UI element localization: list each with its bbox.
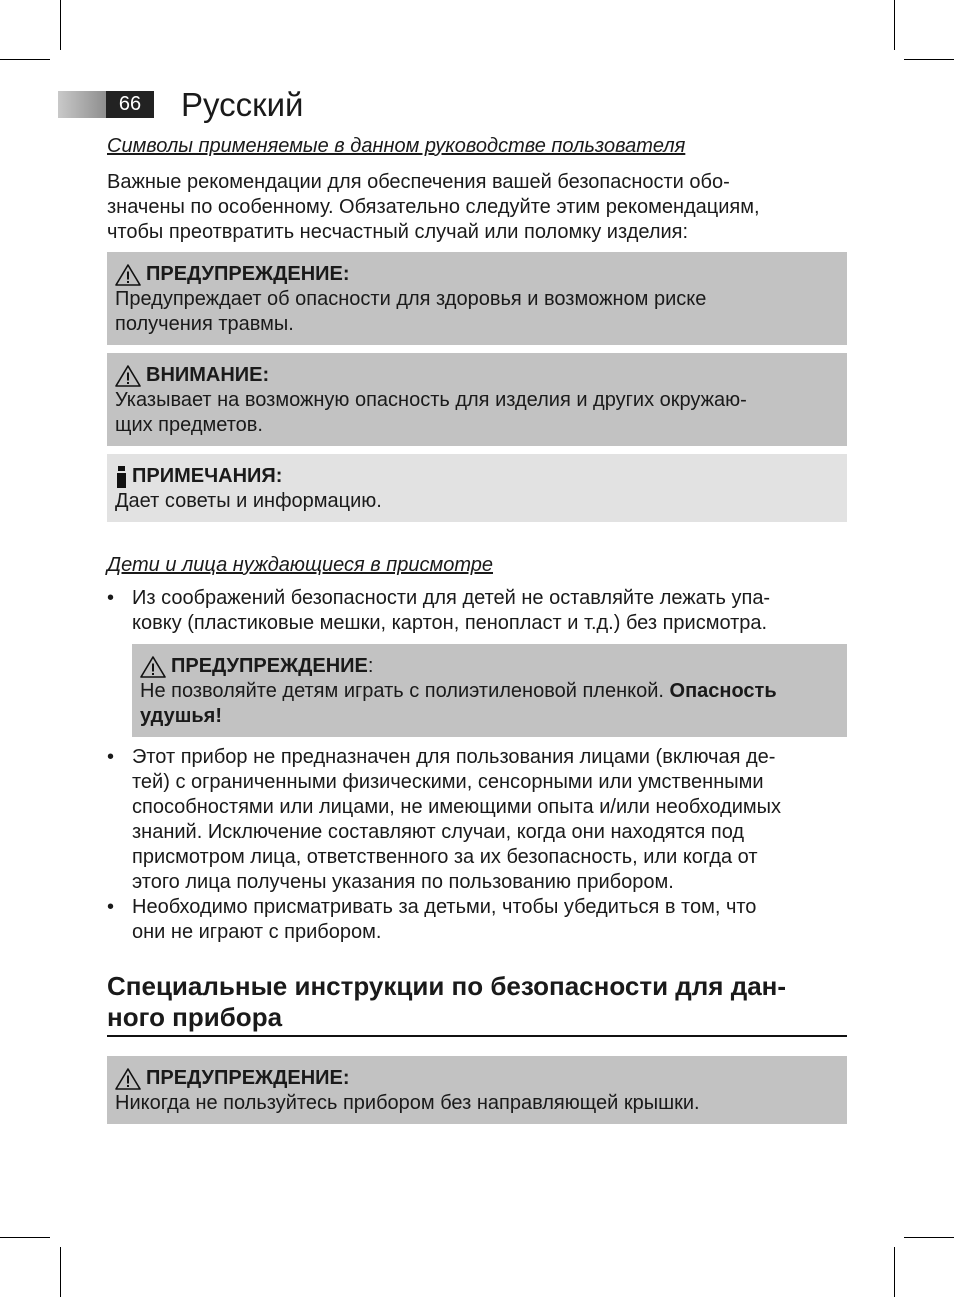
bullet-point: • [107,746,115,768]
caution-text: щих предметов. [115,414,263,436]
crop-mark [894,0,895,50]
crop-mark [60,1247,61,1297]
language-title: Русский [181,86,304,123]
warning-box [107,252,847,345]
crop-mark [904,59,954,60]
warning-triangle-icon [140,656,166,678]
children-list [107,586,847,636]
notes-box [107,454,847,522]
notes-text: Дает советы и информацию. [115,490,382,512]
warning-title: ПРЕДУПРЕЖДЕНИЕ : [140,654,839,679]
warning-text: удушья! [140,705,222,727]
caution-box [107,353,847,446]
list-item: • Из соображений безопасности для детей не оставляйте лежать упа- ковку (пластиковые мешки, картон, пенопласт и т.д.) без присмотра. [107,587,771,634]
children-list [107,745,847,945]
bullet-point: • [107,896,115,918]
crop-mark [894,1247,895,1297]
crop-mark [904,1237,954,1238]
symbols-subtitle: Символы применяемые в данном руководстве пользователя [107,135,686,157]
page-content [107,133,847,1124]
section-heading: Специальные инструкции по безопасности для дан- ного прибора [107,971,847,1037]
warning-text: Предупреждает об опасности для здоровья и возможном риске [115,288,707,310]
warning-title: ПРЕДУПРЕЖДЕНИЕ: [115,262,839,287]
warning-triangle-icon [115,365,141,387]
list-item: • Этот прибор не предназначен для пользования лицами (включая де- тей) с ограниченными физическими, сенсорными или умственными способностями или лицами, не имеющими опыта и/или необходимых знаний. Исключение составляют случаи, когда они находятся под присмотром лица, ответственного за их безопасность, или когда от этого лица получены указания по пользованию прибором. [107,746,782,893]
bullet-point: • [107,587,115,609]
children-warning-box [132,644,847,737]
info-icon [115,466,127,488]
intro-line: значены по особенному. Обязательно следуйте этим рекомендациям, [107,196,760,218]
caution-title: ВНИМАНИЕ: [115,363,839,388]
crop-mark [0,59,50,60]
notes-title: ПРИМЕЧАНИЯ: [115,464,839,489]
intro-line: чтобы преотвратить несчастный случай или поломку изделия: [107,221,689,243]
intro-line: Важные рекомендации для обеспечения вашей безопасности обо- [107,171,730,193]
page-number: 66 [106,91,154,118]
symbols-intro [107,170,847,245]
caution-text: Указывает на возможную опасность для изделия и других окружаю- [115,389,747,411]
list-item: • Необходимо присматривать за детьми, чтобы убедиться в том, что они не играют с прибором. [107,896,757,943]
warning-text: получения травмы. [115,313,294,335]
crop-mark [60,0,61,50]
warning-text: Не позволяйте детям играть с полиэтиленовой пленкой. Опасность [140,680,777,702]
warning-text: Никогда не пользуйтесь прибором без направляющей крышки. [115,1092,700,1114]
special-warning-box [107,1056,847,1124]
warning-triangle-icon [115,264,141,286]
warning-title: ПРЕДУПРЕЖДЕНИЕ: [115,1066,839,1091]
crop-mark [0,1237,50,1238]
children-subtitle: Дети и лица нуждающиеся в присмотре [107,554,493,576]
warning-triangle-icon [115,1068,141,1090]
